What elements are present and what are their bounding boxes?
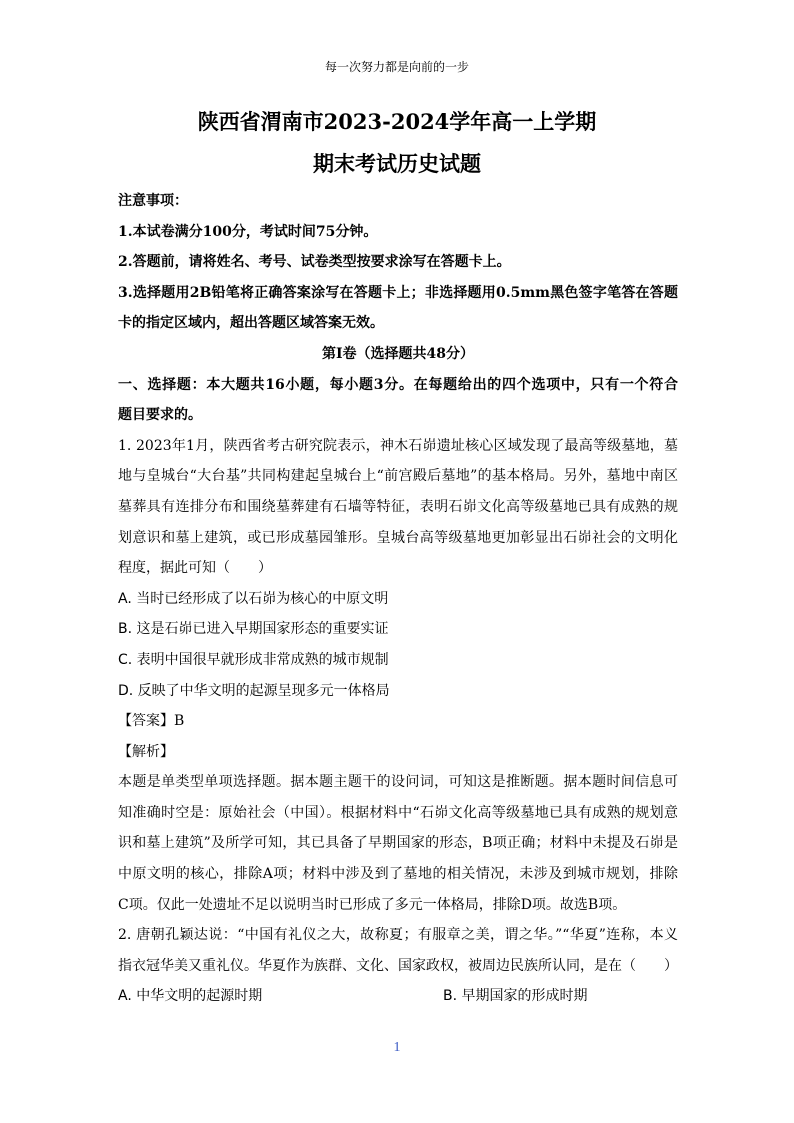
- question-1-option-b: B. 这是石峁已进入早期国家形态的重要实证: [118, 621, 389, 638]
- question-1-analysis-label: 【解析】: [118, 743, 174, 760]
- question-1-option-d: D. 反映了中华文明的起源呈现多元一体格局: [118, 682, 390, 699]
- notice-item: 1.本试卷满分100分，考试时间75分钟。: [118, 223, 378, 240]
- question-1-stem: 1. 2023年1月，陕西省考古研究院表示，神木石峁遗址核心区域发现了最高等级墓地，墓: [118, 437, 678, 454]
- section-title: 第Ⅰ卷（选择题共48分）: [321, 345, 475, 362]
- question-2-option-b: B. 早期国家的形成时期: [443, 988, 588, 1005]
- question-1-analysis: 识和墓上建筑”及所学可知，其已具备了早期国家的形态，B项正确；材料中未提及石峁是: [118, 835, 678, 852]
- question-1-option-a: A. 当时已经形成了以石峁为核心的中原文明: [118, 590, 389, 607]
- section-intro: 题目要求的。: [118, 407, 202, 424]
- question-1-stem: 地与皇城台“大台基”共同构建起皇城台上“前宫殿后墓地”的基本格局。另外，墓地中南区: [118, 468, 678, 485]
- question-2-option-a: A. 中华文明的起源时期: [118, 988, 263, 1005]
- question-1-stem: 划意识和墓上建筑，或已形成墓园雏形。皇城台高等级墓地更加彰显出石峁社会的文明化: [118, 529, 678, 546]
- question-1-answer: 【答案】B: [118, 713, 185, 730]
- exam-subtitle: 期末考试历史试题: [313, 151, 481, 176]
- section-intro: 一、选择题：本大题共16小题，每小题3分。在每题给出的四个选项中，只有一个符合: [118, 376, 678, 393]
- question-2-stem: 2. 唐朝孔颖达说：“中国有礼仪之大，故称夏；有服章之美，谓之华。”“华夏”连称，本义: [118, 927, 678, 944]
- notice-heading: 注意事项：: [118, 193, 188, 209]
- question-1-analysis: 知准确时空是：原始社会（中国）。根据材料中“石峁文化高等级墓地已具有成熟的规划意: [118, 804, 678, 821]
- question-1-analysis: 中原文明的核心，排除A项；材料中涉及到了墓地的相关情况，未涉及到城市规划，排除: [118, 866, 678, 883]
- question-2-stem: 指衣冠华美又重礼仪。华夏作为族群、文化、国家政权，被周边民族所认同，是在（ ）: [118, 957, 678, 974]
- exam-content: [118, 186, 678, 1012]
- page-number: 1: [393, 1040, 401, 1055]
- notice-item: 2.答题前，请将姓名、考号、试卷类型按要求涂写在答题卡上。: [118, 254, 511, 271]
- notice-item: 3.选择题用2B铅笔将正确答案涂写在答题卡上；非选择题用0.5mm黑色签字笔答在答题: [118, 284, 678, 301]
- question-1-analysis: C项。仅此一处遗址不足以说明当时已形成了多元一体格局，排除D项。故选B项。: [118, 896, 627, 913]
- page-header: 每一次努力都是向前的一步: [324, 60, 469, 74]
- exam-title: 陕西省渭南市2023-2024学年高一上学期: [197, 109, 597, 134]
- question-2-options: [118, 981, 678, 1012]
- notice-item: 卡的指定区域内，超出答题区域答案无效。: [118, 315, 384, 332]
- question-1-stem: 墓葬具有连排分布和围绕墓葬建有石墙等特征，表明石峁文化高等级墓地已具有成熟的规: [118, 498, 678, 515]
- question-1-stem: 程度，据此可知（ ）: [118, 560, 272, 577]
- question-1-option-c: C. 表明中国很早就形成非常成熟的城市规制: [118, 651, 389, 668]
- question-1-analysis: 本题是单类型单项选择题。据本题主题干的设问词，可知这是推断题。据本题时间信息可: [118, 774, 678, 791]
